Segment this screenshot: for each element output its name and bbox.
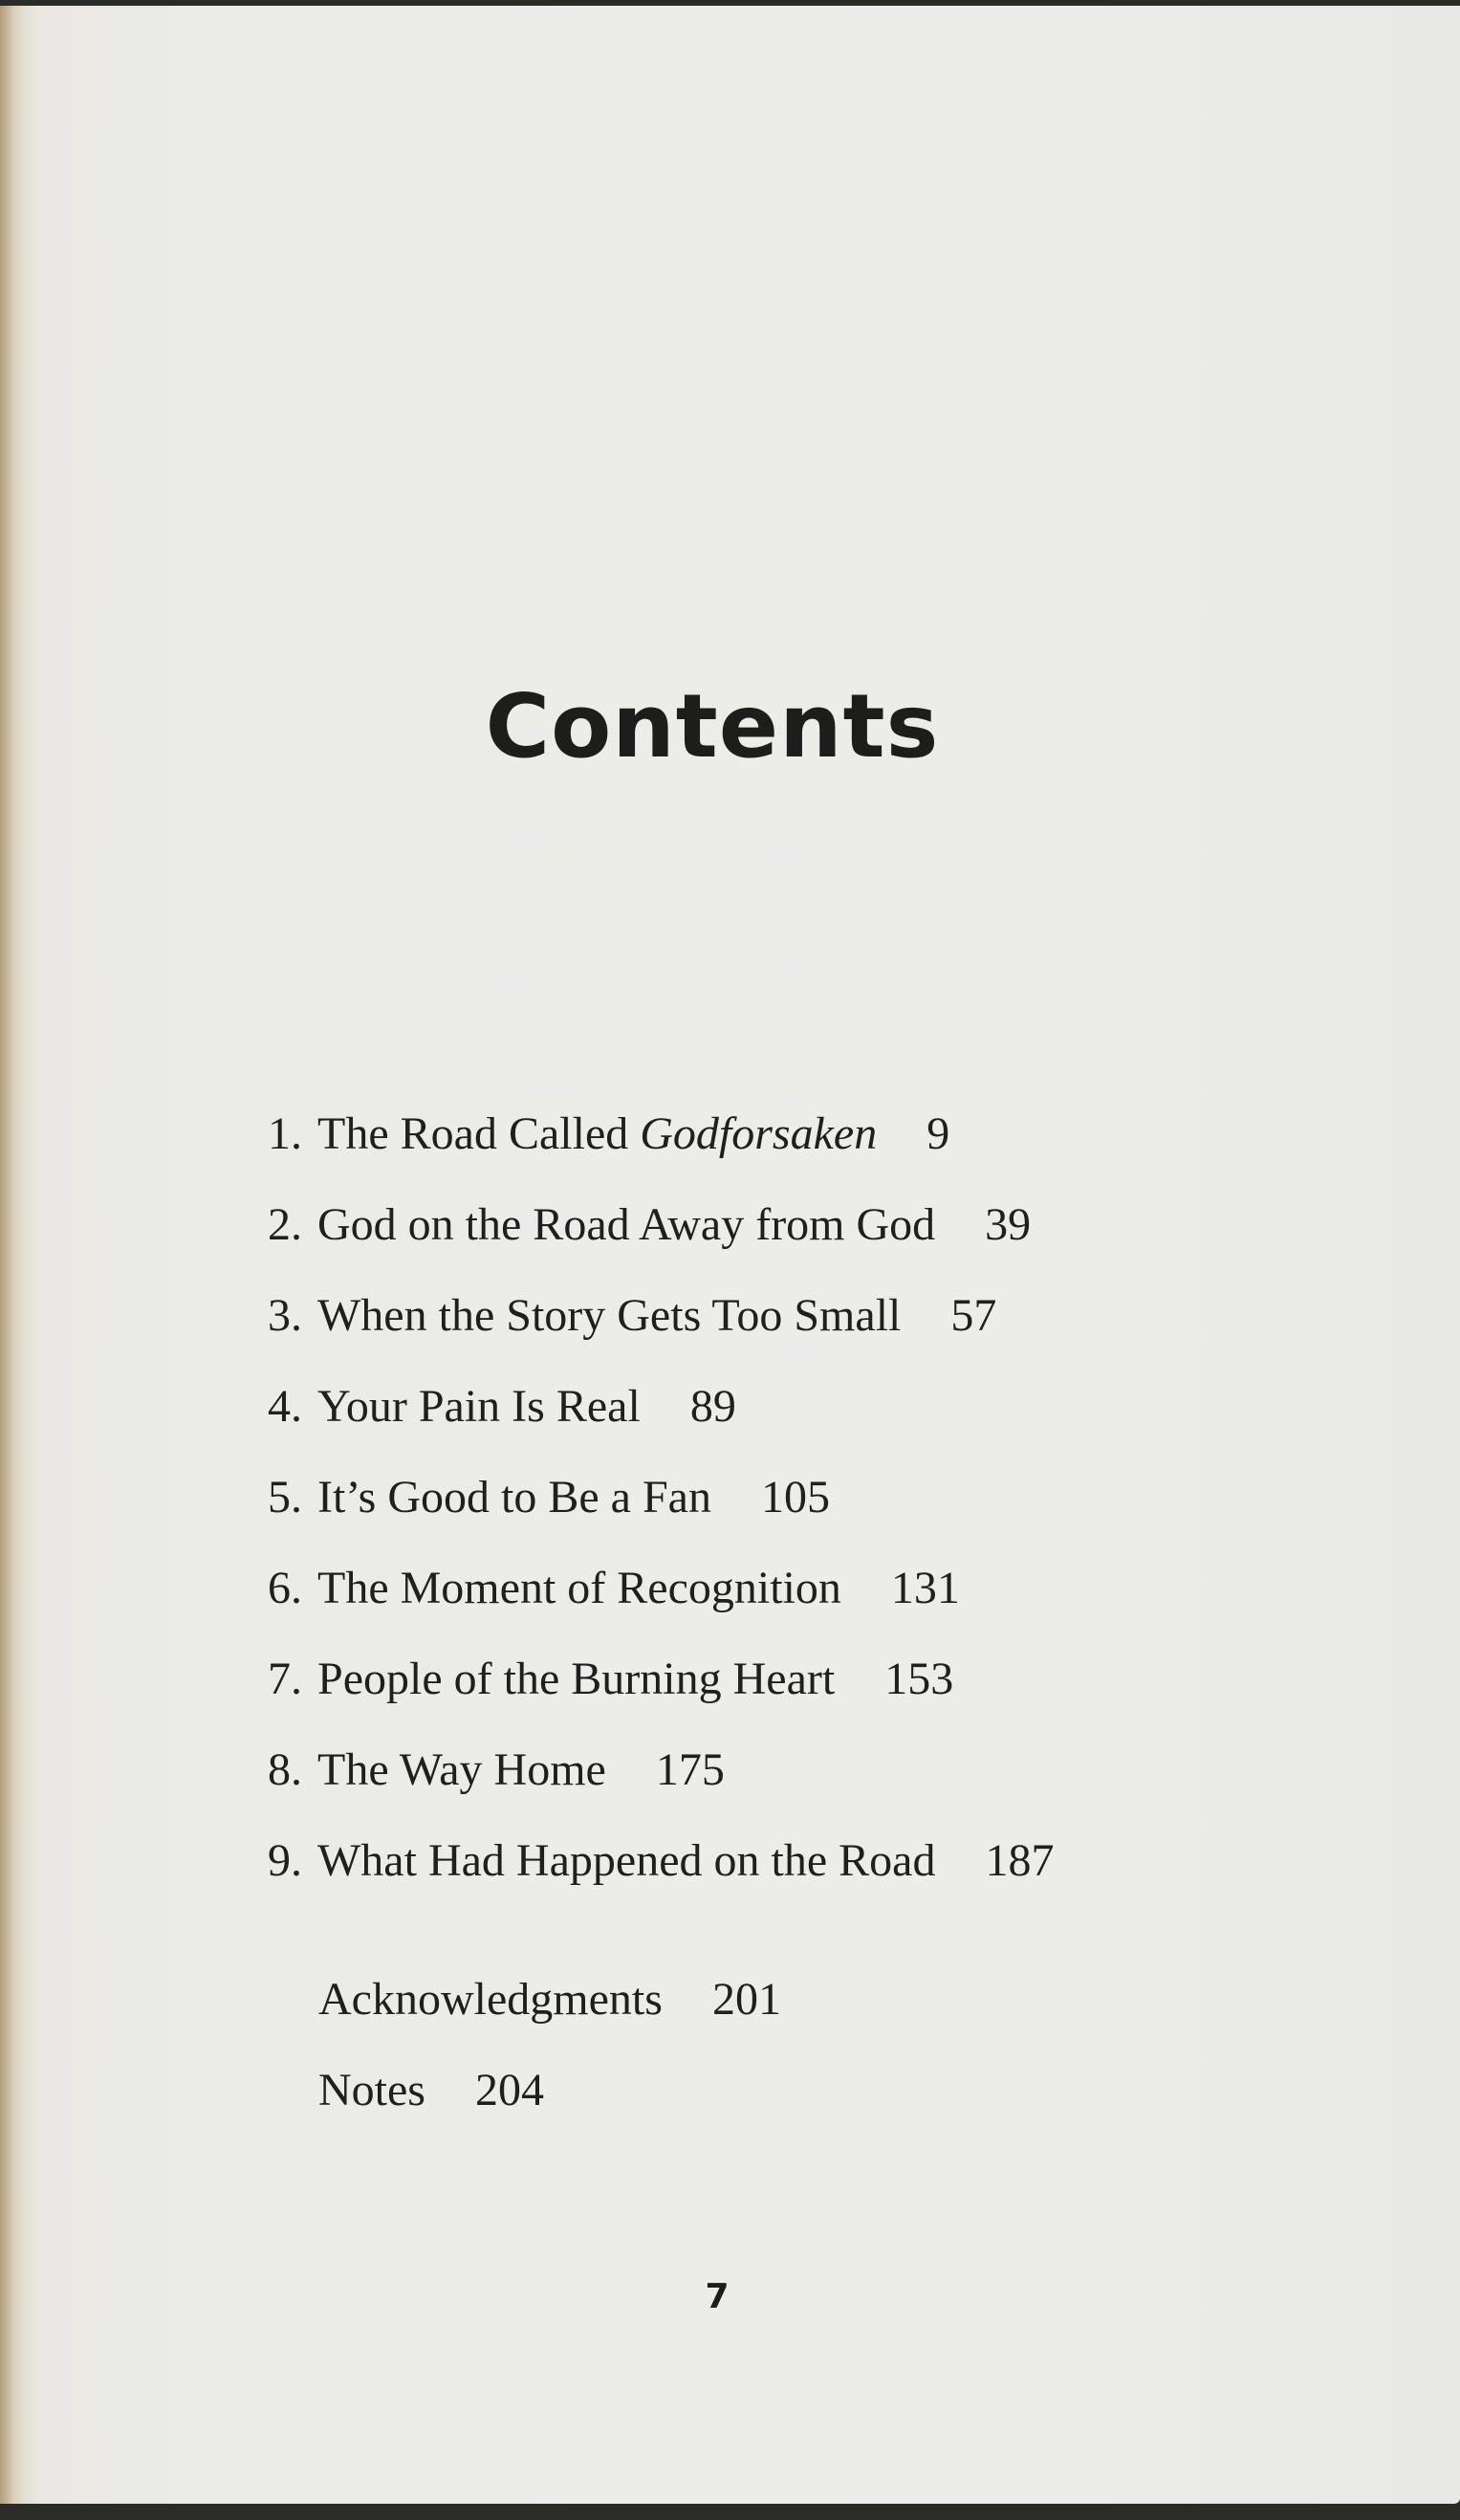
toc-entry-8 [268,1742,725,1799]
toc-entry-3 [268,1287,996,1345]
chapter-title: People of the Burning Heart [317,1654,836,1704]
chapter-page-number: 39 [985,1199,1032,1250]
chapter-title [317,1108,877,1159]
toc-entry-1 [268,1106,949,1163]
chapter-title-text: The Road Called [317,1108,641,1159]
chapter-title: The Way Home [317,1744,606,1795]
chapter-page-number: 175 [655,1744,725,1795]
page-number: 7 [705,2277,730,2316]
chapter-number: 9. [268,1835,302,1886]
back-matter-page-number: 201 [711,1974,781,2025]
back-matter-title: Notes [318,2065,425,2115]
chapter-page-number: 9 [926,1108,950,1159]
chapter-title: God on the Road Away from God [317,1199,936,1250]
chapter-number: 1. [268,1108,302,1159]
chapter-number: 7. [268,1654,302,1704]
chapter-number: 8. [268,1744,302,1795]
page-title: Contents [485,675,940,778]
chapter-number: 5. [268,1472,302,1523]
chapter-title: What Had Happened on the Road [317,1835,936,1886]
chapter-page-number: 153 [884,1654,954,1704]
back-matter-page-number: 204 [474,2065,544,2115]
toc-entry-9 [268,1832,1054,1890]
chapter-page-number: 105 [760,1472,830,1523]
toc-entry-notes [318,2062,544,2119]
chapter-title: Your Pain Is Real [317,1381,641,1432]
back-matter-title: Acknowledgments [318,1974,663,2025]
chapter-page-number: 187 [985,1835,1055,1886]
chapter-page-number: 131 [890,1563,960,1613]
toc-entry-5 [268,1469,830,1526]
chapter-number: 3. [268,1290,302,1341]
toc-entry-6 [268,1560,960,1617]
toc-entry-acknowledgments [318,1971,781,2028]
chapter-number: 6. [268,1563,302,1613]
chapter-number: 2. [268,1199,302,1250]
toc-entry-2 [268,1196,1031,1254]
chapter-title: The Moment of Recognition [317,1563,841,1613]
chapter-number: 4. [268,1381,302,1432]
book-page [0,6,1460,2504]
chapter-page-number: 89 [689,1381,736,1432]
chapter-title-italic: Godforsaken [640,1108,878,1159]
chapter-title: It’s Good to Be a Fan [317,1472,711,1523]
chapter-title: When the Story Gets Too Small [317,1290,902,1341]
toc-entry-7 [268,1651,953,1708]
toc-entry-4 [268,1378,736,1435]
chapter-page-number: 57 [950,1290,997,1341]
